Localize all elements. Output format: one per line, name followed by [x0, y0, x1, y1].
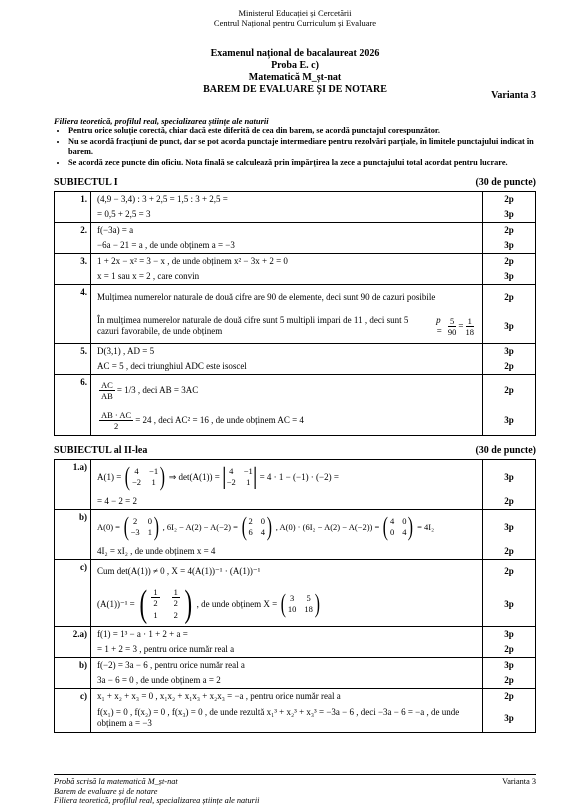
item-points — [483, 223, 536, 254]
ministry-name: Ministerul Educației și Cercetării — [238, 8, 352, 18]
note-item: • Pentru orice soluție corectă, chiar dacă este diferită de cea din barem, se acordă punctajul corespunzător. — [68, 126, 536, 137]
solution-line: 1 + 2x − x² = 3 − x , de unde obținem x² − 3x + 2 = 0 — [97, 256, 288, 266]
solution-text: , de unde obținem X = — [196, 598, 278, 609]
subject1-title: SUBIECTUL I — [54, 177, 118, 188]
fraction-denominator: 18 — [465, 326, 474, 337]
note-item: • Nu se acordă fracțiuni de punct, dar se pot acorda punctaje intermediare pentru rezolvări parțiale, în limitele punctajului indicat în barem. — [68, 137, 536, 158]
solution-text: A(1) = — [97, 471, 122, 482]
inverse-matrix: ( $\frac{1}{2}$ $\frac{1}{2}$ 1 2 ) — [139, 583, 193, 625]
result-matrix: ( 3 5 10 18 ) — [280, 589, 320, 618]
header-titles — [54, 48, 536, 96]
points-value: 3p — [504, 209, 514, 219]
solution-line — [91, 375, 482, 405]
item-solution — [91, 658, 483, 689]
fraction-numerator: 5 — [450, 315, 455, 326]
solution-line — [91, 405, 482, 435]
barem-title: BAREM DE EVALUARE ȘI DE NOTARE — [203, 84, 387, 95]
solution-line: AC = 5 , deci triunghiul ADC este isoscel — [97, 361, 247, 371]
solution-text: ⇒ det(A(1)) = — [168, 471, 220, 482]
table-row — [55, 560, 536, 627]
solution-text: = 4I₂ — [417, 521, 435, 532]
item-solution — [91, 375, 483, 436]
solution-line: Cum det(A(1)) ≠ 0 , X = 4(A(1))⁻¹ · (A(1))⁻¹ — [97, 565, 261, 576]
item-number: c) — [55, 689, 91, 733]
solution-line — [91, 460, 482, 494]
points-value: 2p — [504, 675, 514, 685]
item-points — [483, 254, 536, 285]
table-row — [55, 689, 536, 733]
subject2-title: SUBIECTUL al II-lea — [54, 445, 148, 456]
points-value: 3p — [504, 471, 514, 482]
item-number: 5. — [55, 344, 91, 375]
item-points — [483, 689, 536, 733]
subject1-table — [54, 191, 536, 436]
center-name: Centrul Național pentru Curriculum și Evaluare — [213, 18, 377, 28]
item-points — [483, 375, 536, 436]
table-row — [55, 192, 536, 223]
exam-page — [54, 8, 536, 733]
points-value: 3p — [504, 320, 514, 331]
item-number: b) — [55, 658, 91, 689]
solution-text: (A(1))⁻¹ = — [97, 598, 135, 609]
item-number: 4. — [55, 285, 91, 344]
item-number: 1. — [55, 192, 91, 223]
ratio-fraction — [99, 380, 115, 401]
solution-line: Mulțimea numerelor naturale de două cifre are 90 de elemente, deci sunt 90 de cazuri posibile — [97, 291, 436, 302]
solution-line: x = 1 sau x = 2 , care convin — [97, 271, 200, 281]
table-row — [55, 627, 536, 658]
table-row — [55, 375, 536, 436]
solution-line: f(−2) = 3a − 6 , pentru orice număr real a — [97, 660, 245, 670]
fraction-numerator: AB · AC — [101, 409, 132, 420]
solution-text: , A(0) · (6I₂ − A(2) − A(−2)) = — [275, 521, 380, 532]
grading-notes — [54, 126, 536, 168]
item-points — [483, 658, 536, 689]
solution-text: A(0) = — [97, 521, 120, 532]
item-number: c) — [55, 560, 91, 627]
points-value: 3p — [504, 521, 514, 532]
item-solution — [91, 254, 483, 285]
solution-line: (4,9 − 3,4) : 3 + 2,5 = 1,5 : 3 + 2,5 = — [97, 194, 228, 204]
points-value: 2p — [504, 546, 514, 556]
points-value: 2p — [504, 644, 514, 654]
points-value: 2p — [504, 256, 514, 266]
footer-varianta: Varianta 3 — [502, 777, 536, 786]
solution-line: 4I₂ = xI₂ , de unde obținem x = 4 — [97, 546, 216, 556]
table-row — [55, 344, 536, 375]
item-number: b) — [55, 510, 91, 560]
fraction-numerator: AC — [101, 379, 113, 390]
item-points — [483, 192, 536, 223]
table-row — [55, 223, 536, 254]
points-value: 2p — [504, 194, 514, 204]
filiera-text: Filiera teoretică, profilul real, specializarea științe ale naturii — [54, 116, 269, 126]
table-row — [55, 285, 536, 344]
solution-text: = 4 · 1 − (−1) · (−2) = — [259, 471, 339, 482]
solution-line: În mulțimea numerelor naturale de două cifre sunt 5 multipli impari de 11 , deci sunt 5 cazuri favorabile, de unde obținem p = $\frac{5}{90}$ = $\frac{1}{18}$ — [97, 315, 474, 337]
solution-line: = 1 + 2 = 3 , pentru orice număr real a — [97, 644, 235, 654]
points-value: 2p — [504, 225, 514, 235]
subject1-heading — [54, 177, 536, 188]
solution-line: = 0,5 + 2,5 = 3 — [97, 209, 151, 219]
area-fraction — [99, 410, 133, 431]
varianta-label: Varianta 3 — [491, 90, 536, 101]
subject1-points: (30 de puncte) — [475, 177, 536, 188]
points-value: 2p — [504, 691, 514, 701]
fraction-denominator: AB — [101, 390, 113, 401]
matrix: ( 4 −1 −2 1 ) — [125, 462, 166, 491]
footer-line: Filiera teoretică, profilul real, specializarea științe ale naturii — [54, 796, 260, 805]
points-value: 2p — [504, 565, 514, 576]
item-number: 2.a) — [55, 627, 91, 658]
item-solution — [91, 627, 483, 658]
item-number: 6. — [55, 375, 91, 436]
item-number: 1.a) — [55, 460, 91, 510]
fraction-denominator: 2 — [113, 420, 119, 431]
header-institution — [54, 8, 536, 28]
points-value: 3p — [504, 712, 514, 723]
solution-text: = 1/3 , deci AB = 3AC — [116, 384, 199, 395]
item-solution — [91, 510, 483, 560]
subject2-heading — [54, 445, 536, 456]
subject2-table — [54, 459, 536, 733]
exam-title: Examenul național de bacalaureat 2026 — [210, 48, 380, 59]
probability-symbol: p = — [436, 315, 443, 336]
proba-title: Proba E. c) — [271, 60, 319, 71]
solution-line: −6a − 21 = a , de unde obținem a = −3 — [97, 240, 235, 250]
item-number: 3. — [55, 254, 91, 285]
determinant: | 4 −1 −2 1 | — [221, 464, 258, 490]
solution-line: f(−3a) = a — [97, 225, 134, 235]
footer-line: Probă scrisă la matematică M_șt-nat — [54, 777, 178, 786]
item-solution — [91, 285, 483, 344]
points-value: 3p — [504, 414, 514, 425]
item-solution — [91, 223, 483, 254]
points-value: 3p — [504, 346, 514, 356]
table-row — [55, 658, 536, 689]
footer-line: Barem de evaluare și de notare — [54, 786, 158, 796]
solution-line — [91, 510, 482, 544]
probability-fraction — [448, 316, 457, 337]
solution-line: 3a − 6 = 0 , de unde obținem a = 2 — [97, 675, 221, 685]
matrix: ( 4 0 0 4 ) — [383, 512, 414, 541]
solution-line: = 4 − 2 = 2 — [97, 496, 137, 506]
item-solution — [91, 689, 483, 733]
probability-result — [466, 316, 475, 337]
fraction-numerator: 1 — [467, 315, 472, 326]
item-number: 2. — [55, 223, 91, 254]
page-footer — [54, 774, 536, 806]
item-points — [483, 285, 536, 344]
solution-line: D(3,1) , AD = 5 — [97, 346, 155, 356]
points-value: 2p — [504, 496, 514, 506]
item-points — [483, 560, 536, 627]
matrix: ( 2 0 −3 1 ) — [123, 512, 159, 541]
solution-line — [91, 582, 482, 626]
subject-title: Matematică M_șt-nat — [248, 72, 342, 83]
table-row — [55, 254, 536, 285]
note-item: • Se acordă zece puncte din oficiu. Nota finală se calculează prin împărțirea la zece a punctajului total acordat pentru lucrare. — [68, 158, 536, 169]
solution-text: În mulțimea numerelor naturale de două cifre sunt 5 multipli impari de 11 , deci sunt 5 cazuri favorabile, de unde obținem — [97, 315, 409, 336]
item-points — [483, 627, 536, 658]
table-row — [55, 510, 536, 560]
fraction-denominator: 90 — [447, 326, 457, 337]
points-value: 2p — [504, 384, 514, 395]
solution-line: f(x₁) = 0 , f(x₂) = 0 , f(x₃) = 0 , de unde rezultă x₁³ + x₂³ + x₃³ = −3a − 6 , deci −3a − 6 = −a , de unde obținem a = −3 — [97, 707, 460, 728]
matrix: ( 2 0 6 4 ) — [241, 512, 272, 541]
points-value: 2p — [504, 361, 514, 371]
item-solution — [91, 344, 483, 375]
item-points — [483, 460, 536, 510]
solution-text: = 24 , deci AC² = 16 , de unde obținem AC = 4 — [135, 414, 304, 425]
solution-line: x₁ + x₂ + x₃ = 0 , x₁x₂ + x₁x₃ + x₂x₃ = −a , pentru orice număr real a — [97, 691, 341, 701]
subject2-points: (30 de puncte) — [475, 445, 536, 456]
points-value: 3p — [504, 271, 514, 281]
points-value: 3p — [504, 660, 514, 670]
item-solution — [91, 460, 483, 510]
points-value: 3p — [504, 240, 514, 250]
item-points — [483, 510, 536, 560]
item-points — [483, 344, 536, 375]
item-solution — [91, 192, 483, 223]
item-solution — [91, 560, 483, 627]
solution-text: , 6I₂ − A(2) − A(−2) = — [162, 521, 238, 532]
points-value: 2p — [504, 291, 514, 302]
points-value: 3p — [504, 598, 514, 609]
solution-line: f(1) = 1³ − a · 1 + 2 + a = — [97, 629, 188, 639]
points-value: 3p — [504, 629, 514, 639]
table-row — [55, 460, 536, 510]
